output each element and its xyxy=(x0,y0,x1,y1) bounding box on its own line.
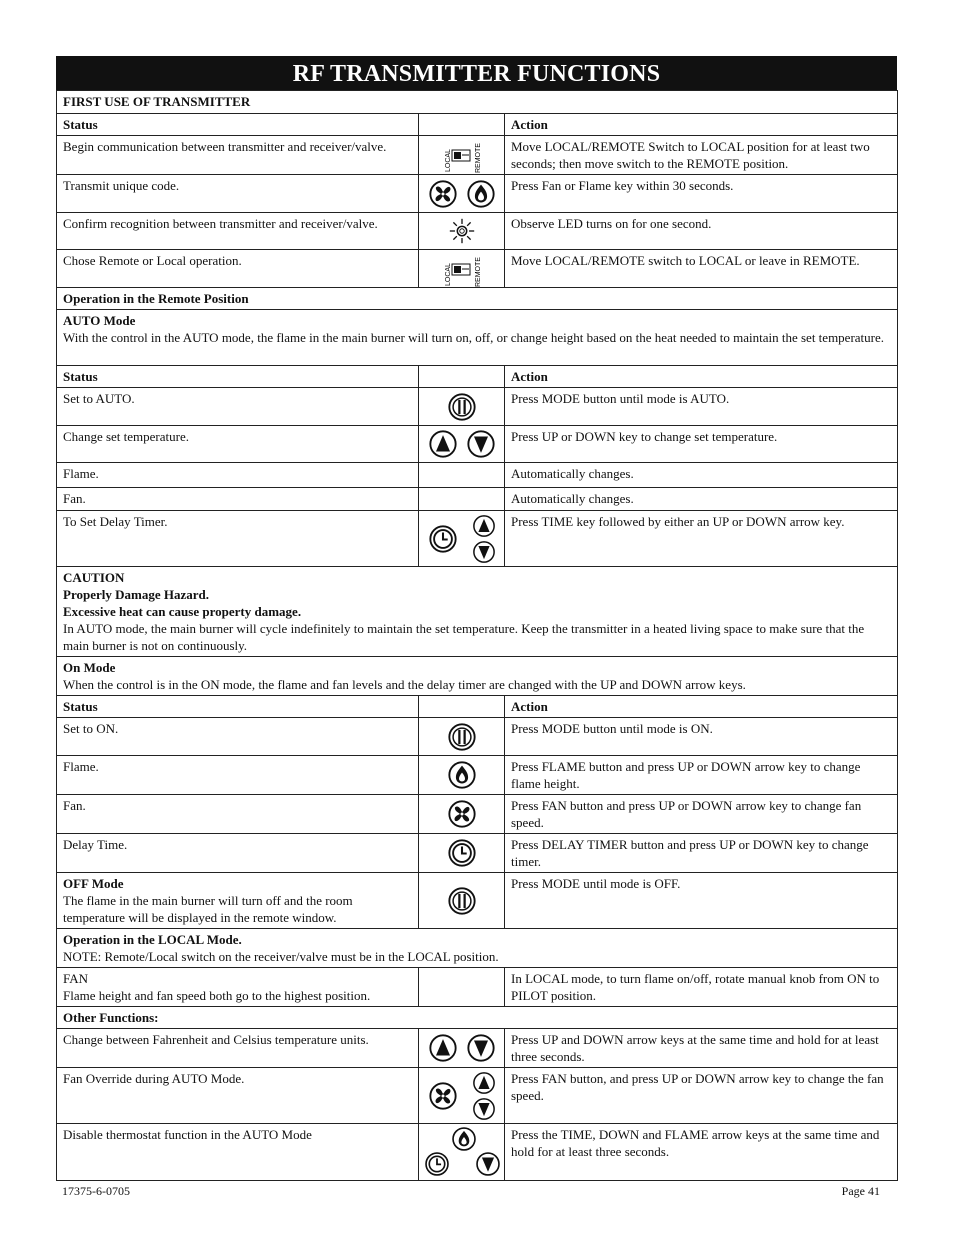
status-column-header: Status xyxy=(57,114,419,136)
fan-icon xyxy=(428,179,458,209)
led-icon xyxy=(447,216,477,246)
fan-icon xyxy=(428,1081,458,1111)
down-arrow-icon xyxy=(472,540,496,564)
up-arrow-icon xyxy=(428,429,458,459)
mode-icon xyxy=(447,392,477,422)
mode-icon xyxy=(447,886,477,916)
remote-operation-header: Operation in the Remote Position xyxy=(57,288,898,310)
table-row: Fan. Press FAN button and press UP or DOWN arrow key to change fan speed. xyxy=(57,795,898,834)
table-row: OFF Mode The flame in the main burner will turn off and the room temperature will be displayed in the remote window. Press MODE until mode is OFF. xyxy=(57,873,898,929)
functions-table xyxy=(56,90,898,1181)
up-arrow-icon xyxy=(428,1033,458,1063)
action-column-header: Action xyxy=(505,366,898,388)
flame-icon xyxy=(466,179,496,209)
action-column-header: Action xyxy=(505,696,898,718)
table-row: FAN Flame height and fan speed both go to the highest position. In LOCAL mode, to turn flame on/off, rotate manual knob from ON to PILOT position. xyxy=(57,968,898,1007)
flame-icon xyxy=(447,760,477,790)
action-column-header: Action xyxy=(505,114,898,136)
table-row: Change between Fahrenheit and Celsius temperature units. Press UP and DOWN arrow keys at the same time and hold for at least three seconds. xyxy=(57,1029,898,1068)
caution-box: CAUTION Properly Damage Hazard. Excessive heat can cause property damage. In AUTO mode, the main burner will cycle indefinitely to maintain the set temperature. Keep the transmitter in a heated living space to make sure that the main burner is not on continuously. xyxy=(57,567,898,657)
table-row: Disable thermostat function in the AUTO Mode Press the TIME, DOWN and FLAME arrow keys at the same time and hold for at least three seconds. xyxy=(57,1124,898,1181)
table-row: To Set Delay Timer. Press TIME key followed by either an UP or DOWN arrow key. xyxy=(57,511,898,567)
switch-remote-text: REMOTE xyxy=(474,143,482,173)
table-row: Change set temperature. Press UP or DOWN key to change set temperature. xyxy=(57,426,898,463)
mode-icon xyxy=(447,722,477,752)
table-row: Begin communication between transmitter and receiver/valve. LOCAL REMOTE Move LOCAL/REMOTE Switch to LOCAL position for at least two seconds; then move switch to the REMOTE position. xyxy=(57,136,898,175)
switch-local-text: LOCAL xyxy=(444,149,452,172)
up-arrow-icon xyxy=(472,514,496,538)
down-arrow-icon xyxy=(472,1097,496,1121)
other-functions-header: Other Functions: xyxy=(57,1007,898,1029)
table-row: Set to AUTO. Press MODE button until mode is AUTO. xyxy=(57,388,898,426)
table-row: Transmit unique code. Press Fan or Flame key within 30 seconds. xyxy=(57,175,898,213)
switch-remote-text: REMOTE xyxy=(474,256,482,287)
table-row: Set to ON. Press MODE button until mode is ON. xyxy=(57,718,898,756)
page xyxy=(56,56,897,1181)
table-row: Flame. Automatically changes. xyxy=(57,463,898,488)
local-remote-switch-icon xyxy=(440,137,484,173)
document-number: 17375-6-0705 xyxy=(62,1184,130,1198)
switch-local-text: LOCAL xyxy=(444,262,452,286)
table-row: Chose Remote or Local operation. LOCAL REMOTE Move LOCAL/REMOTE switch to LOCAL or leave in REMOTE. xyxy=(57,250,898,288)
status-column-header: Status xyxy=(57,366,419,388)
table-row: Confirm recognition between transmitter and receiver/valve. Observe LED turns on for one second. xyxy=(57,213,898,250)
table-row: Flame. Press FLAME button and press UP or DOWN arrow key to change flame height. xyxy=(57,756,898,795)
timer-clock-icon xyxy=(447,838,477,868)
auto-mode-description: AUTO Mode With the control in the AUTO mode, the flame in the main burner will turn on, off, or change height based on the heat needed to maintain the set temperature. xyxy=(57,310,898,366)
up-arrow-icon xyxy=(472,1071,496,1095)
status-column-header: Status xyxy=(57,696,419,718)
fan-icon xyxy=(447,799,477,829)
down-arrow-icon xyxy=(466,429,496,459)
table-row: Fan Override during AUTO Mode. Press FAN button, and press UP or DOWN arrow key to change the fan speed. xyxy=(57,1068,898,1124)
page-title: RF TRANSMITTER FUNCTIONS xyxy=(56,56,897,90)
table-row: Delay Time. Press DELAY TIMER button and press UP or DOWN key to change timer. xyxy=(57,834,898,873)
time-down-flame-icons xyxy=(422,1125,502,1179)
page-number: Page 41 xyxy=(841,1184,880,1198)
local-mode-description: Operation in the LOCAL Mode. NOTE: Remote/Local switch on the receiver/valve must be in the LOCAL position. xyxy=(57,929,898,968)
down-arrow-icon xyxy=(466,1033,496,1063)
first-use-header: FIRST USE OF TRANSMITTER xyxy=(57,91,898,114)
local-remote-switch-icon xyxy=(440,251,484,287)
on-mode-description: On Mode When the control is in the ON mode, the flame and fan levels and the delay timer are changed with the UP and DOWN arrow keys. xyxy=(57,657,898,696)
table-row: Fan. Automatically changes. xyxy=(57,488,898,511)
timer-clock-icon xyxy=(428,524,458,554)
